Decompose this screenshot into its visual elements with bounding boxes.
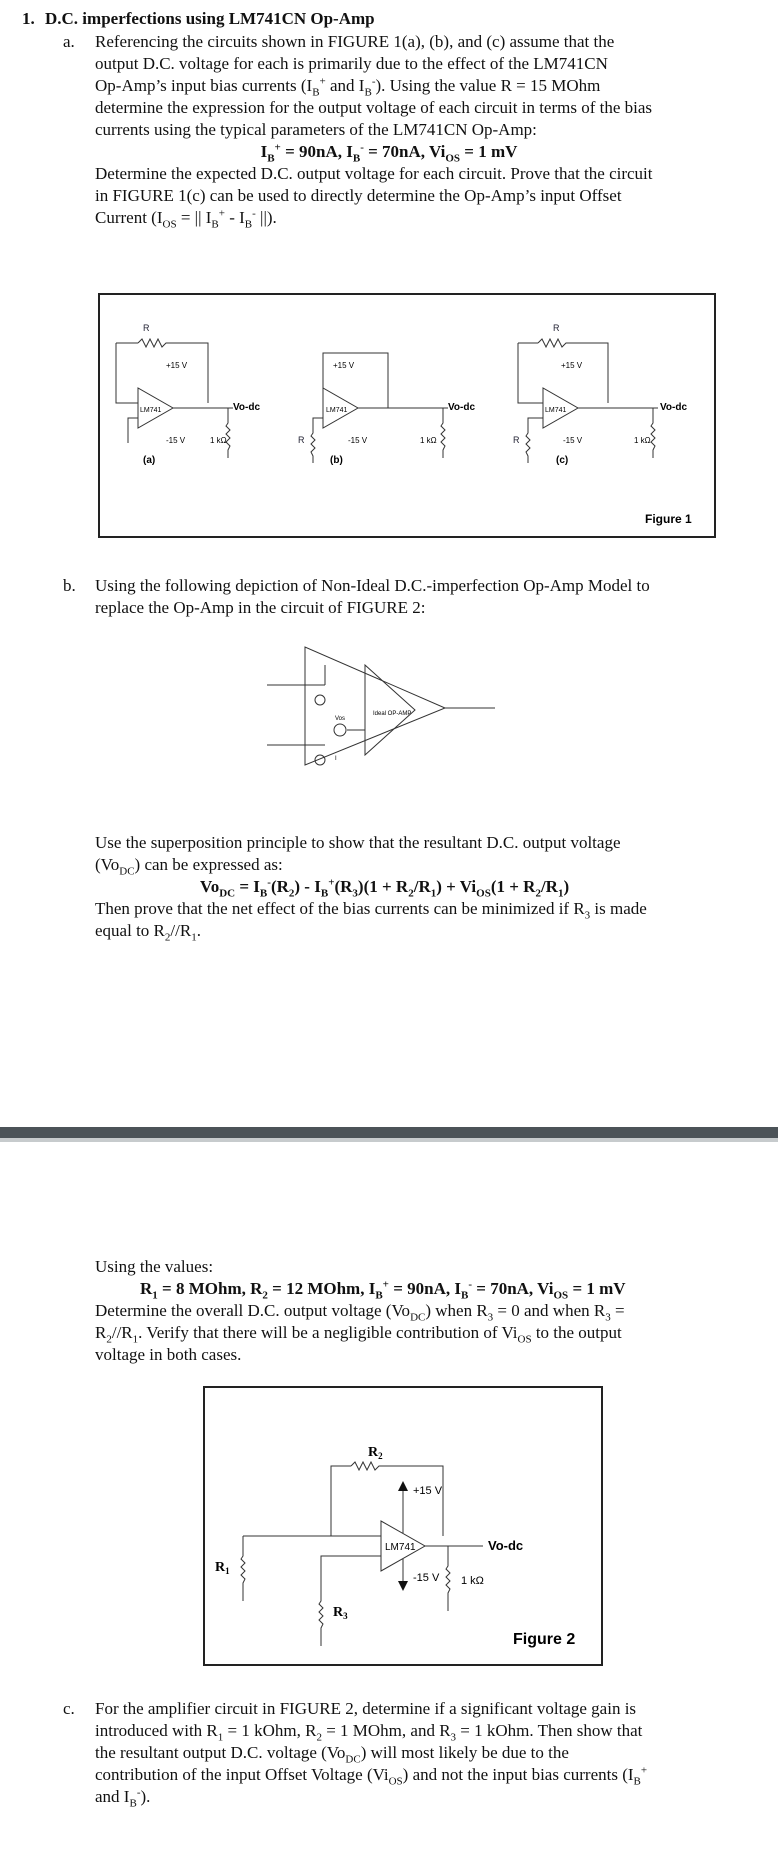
fig1a-output: Vo-dc xyxy=(233,402,261,413)
question-title-text: D.C. imperfections using LM741CN Op-Amp xyxy=(45,9,375,28)
part-c-line: contribution of the input Offset Voltage $(Vi_{OS})$ and not the input bias currents ($I_B^+$ xyxy=(95,1764,648,1788)
part-b-equation: $Vo_{DC} = I_B^-(R_2) - I_B^+(R_3)(1 + R_2/R_1) + Vi_{OS}(1 + R_2/R_1)$ xyxy=(200,876,570,900)
fig2-r3-label: $R_3$ xyxy=(333,1605,348,1621)
part-a-line: in FIGURE 1(c) can be used to directly determine the Op-Amp’s input Offset xyxy=(95,186,622,205)
figure-2 xyxy=(203,1386,603,1666)
part-c-line: For the amplifier circuit in FIGURE 2, determine if a significant voltage gain is xyxy=(95,1699,637,1718)
part-a-line: Current ($I_{OS}$ = || $I_B^+ - I_B^-$ ||). xyxy=(95,207,277,231)
fig1b-opamp: LM741 xyxy=(326,407,348,414)
fig1c-output: Vo-dc xyxy=(660,402,688,413)
part-b2-line: $R_2//R_1$. Verify that there will be a negligible contribution of $Vi_{OS}$ to the output xyxy=(95,1323,622,1346)
part-b-line: equal to $R_2//R_1$. xyxy=(95,921,201,944)
fig2-output: Vo-dc xyxy=(488,1538,524,1553)
part-b-line: replace the Op-Amp in the circuit of FIGURE 2: xyxy=(95,598,426,617)
fig1a-opamp: LM741 xyxy=(140,407,162,414)
fig1b-pos-supply: +15 V xyxy=(333,361,355,370)
vos-label: Vos xyxy=(335,716,346,722)
values-equation: $R_1 = 8$ MOhm, $R_2 = 12$ MOhm, $I_B^+ = 90nA$, $I_B^- = 70nA$, $Vi_{OS} = 1$ mV xyxy=(140,1278,626,1302)
question-title xyxy=(22,8,375,30)
fig1a-load: 1 kΩ xyxy=(210,436,227,445)
fig1c-neg-supply: -15 V xyxy=(563,436,583,445)
part-a-line: output D.C. voltage for each is primarily due to the effect of the LM741CN xyxy=(95,54,608,73)
part-c-line: the resultant output D.C. voltage $(Vo_{DC})$ will most likely be due to the xyxy=(95,1743,569,1766)
ideal-opamp-label: Ideal OP-AMP xyxy=(373,711,412,717)
fig1b-r-label: R xyxy=(298,435,305,445)
part-b-label: b. xyxy=(63,576,76,595)
part-c-line: introduced with $R_1 = 1$ kOhm, $R_2 = 1$ MOhm, and $R_3 = 1$ kOhm. Then show that xyxy=(95,1721,643,1744)
part-c-label: c. xyxy=(63,1699,75,1718)
fig2-r2-label: $R_2$ xyxy=(368,1445,383,1461)
part-b-line: $(Vo_{DC})$ can be expressed as: xyxy=(95,855,283,878)
values-intro: Using the values: xyxy=(95,1257,214,1276)
fig1b-neg-supply: -15 V xyxy=(348,436,368,445)
ib-label: I xyxy=(335,756,337,762)
part-b-line: Then prove that the net effect of the bias currents can be minimized if $R_3$ is made xyxy=(95,899,647,922)
fig1a-neg-supply: -15 V xyxy=(166,436,186,445)
part-c-line: and $I_B^-$). xyxy=(95,1786,151,1810)
part-a-equation: $I_B^+ = 90nA$, $I_B^- = 70nA$, $Vi_{OS} = 1$ mV xyxy=(260,141,518,165)
fig1c-load: 1 kΩ xyxy=(634,436,651,445)
fig2-opamp: LM741 xyxy=(385,1542,416,1553)
fig1a-label: (a) xyxy=(143,455,156,466)
part-a-line: Determine the expected D.C. output voltage for each circuit. Prove that the circuit xyxy=(95,164,653,183)
fig1c-label: (c) xyxy=(556,455,569,466)
part-a-line: currents using the typical parameters of the LM741CN Op-Amp: xyxy=(95,120,537,139)
fig1c-opamp: LM741 xyxy=(545,407,567,414)
part-b-line: Using the following depiction of Non-Ideal D.C.-imperfection Op-Amp Model to xyxy=(95,576,650,595)
figure-1-caption: Figure 1 xyxy=(645,512,692,526)
figure-1 xyxy=(98,293,716,538)
fig2-load: 1 kΩ xyxy=(461,1575,484,1587)
page-divider xyxy=(0,1127,778,1138)
page-divider-shadow xyxy=(0,1138,778,1142)
part-b-line: Use the superposition principle to show that the resultant D.C. output voltage xyxy=(95,833,621,852)
fig2-neg-supply: -15 V xyxy=(413,1572,440,1584)
figure-2-caption: Figure 2 xyxy=(513,1631,576,1648)
fig1b-output: Vo-dc xyxy=(448,402,476,413)
question-number: 1. xyxy=(22,9,35,28)
part-b2-line: voltage in both cases. xyxy=(95,1345,242,1364)
part-a-line: Referencing the circuits shown in FIGURE 1(a), (b), and (c) assume that the xyxy=(95,32,615,51)
part-a-label: a. xyxy=(63,32,75,51)
fig1c-pos-supply: +15 V xyxy=(561,361,583,370)
fig1a-r-label: R xyxy=(143,323,150,333)
opamp-model-diagram xyxy=(265,645,535,805)
part-a-line: Op-Amp’s input bias currents ($I_B^+$ and $I_B^-$). Using the value R = 15 MOhm xyxy=(95,75,601,99)
fig1b-label: (b) xyxy=(330,455,343,466)
part-b2-line: Determine the overall D.C. output voltage $(Vo_{DC})$ when $R_3 = 0$ and when $R_3$ = xyxy=(95,1301,625,1324)
fig1b-load: 1 kΩ xyxy=(420,436,437,445)
fig2-r1-label: $R_1$ xyxy=(215,1560,230,1576)
fig1c-r2-label: R xyxy=(513,435,520,445)
fig1a-pos-supply: +15 V xyxy=(166,361,188,370)
part-a-line: determine the expression for the output voltage of each circuit in terms of the bias xyxy=(95,98,653,117)
fig2-pos-supply: +15 V xyxy=(413,1485,443,1497)
fig1c-r-label: R xyxy=(553,323,560,333)
